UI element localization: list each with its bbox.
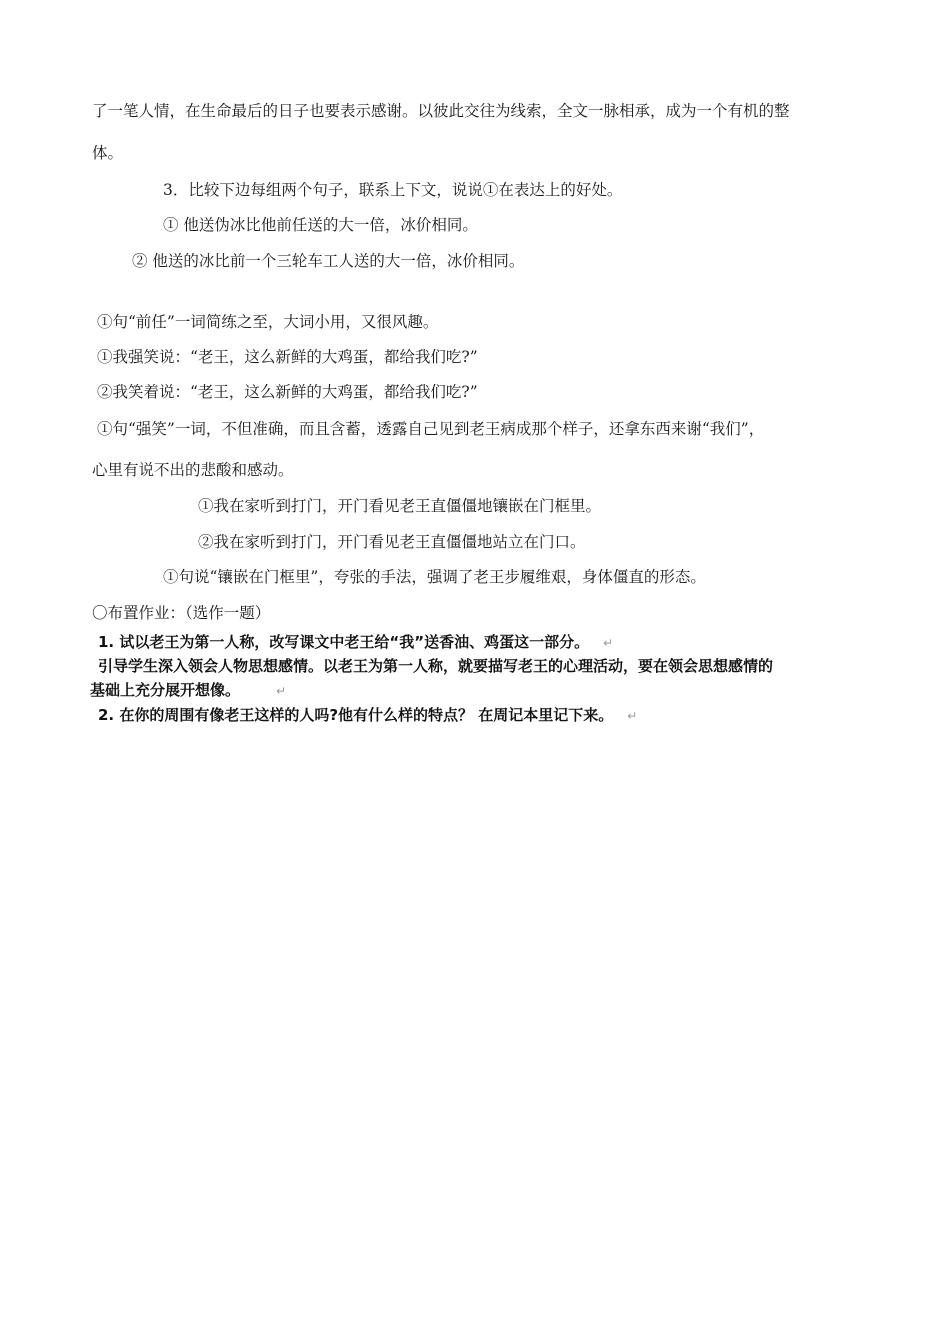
homework-note — [90, 683, 286, 698]
sentence: ① 他送伪冰比他前任送的大一倍，冰价相同。 — [163, 216, 478, 234]
homework-note: 引导学生深入领会人物思想感情。以老王为第一人称，就要描写老王的心理活动，要在领会思想感情的 — [98, 657, 774, 675]
homework-title: 〇布置作业：（选作一题） — [92, 604, 271, 622]
sentence: ② 他送的冰比前一个三轮车工人送的大一倍，冰价相同。 — [132, 252, 525, 270]
sentence: ①我在家听到打门，开门看见老王直僵僵地镶嵌在门框里。 — [198, 497, 602, 515]
sentence: ②我笑着说：“老王，这么新鲜的大鸡蛋，都给我们吃?” — [97, 383, 478, 401]
homework-note-text: 基础上充分展开想像。 — [90, 681, 241, 699]
homework-item-text: 1. 试以老王为第一人称，改写课文中老王给“我”送香油、鸡蛋这一部分。 — [98, 633, 590, 651]
paragraph-line: 体。 — [92, 144, 124, 162]
answer: ①句“强笑”一词，不但准确，而且含蓄，透露自己见到老王病成那个样子，还拿东西来谢“我们”， — [97, 420, 765, 438]
return-mark-icon: ↵ — [276, 684, 287, 698]
homework-item-text: 2. 在你的周围有像老王这样的人吗?他有什么样的特点？ 在周记本里记下来。 — [98, 706, 614, 724]
return-mark-icon: ↵ — [603, 636, 614, 650]
sentence: ①我强笑说：“老王，这么新鲜的大鸡蛋，都给我们吃?” — [97, 348, 478, 366]
homework-item-1 — [98, 635, 613, 650]
answer: ①句说“镶嵌在门框里”，夸张的手法，强调了老王步履维艰，身体僵直的形态。 — [163, 568, 706, 586]
return-mark-icon: ↵ — [627, 709, 638, 723]
sentence: ②我在家听到打门，开门看见老王直僵僵地站立在门口。 — [198, 533, 586, 551]
answer: 心里有说不出的悲酸和感动。 — [92, 461, 294, 479]
paragraph-line: 了一笔人情，在生命最后的日子也要表示感谢。以彼此交往为线索，全文一脉相承，成为一个有机的整 — [92, 102, 790, 120]
homework-item-2 — [98, 708, 637, 723]
question-title: 3．比较下边每组两个句子，联系上下文，说说①在表达上的好处。 — [163, 181, 623, 199]
answer: ①句“前任”一词简练之至，大词小用，又很风趣。 — [97, 313, 439, 331]
